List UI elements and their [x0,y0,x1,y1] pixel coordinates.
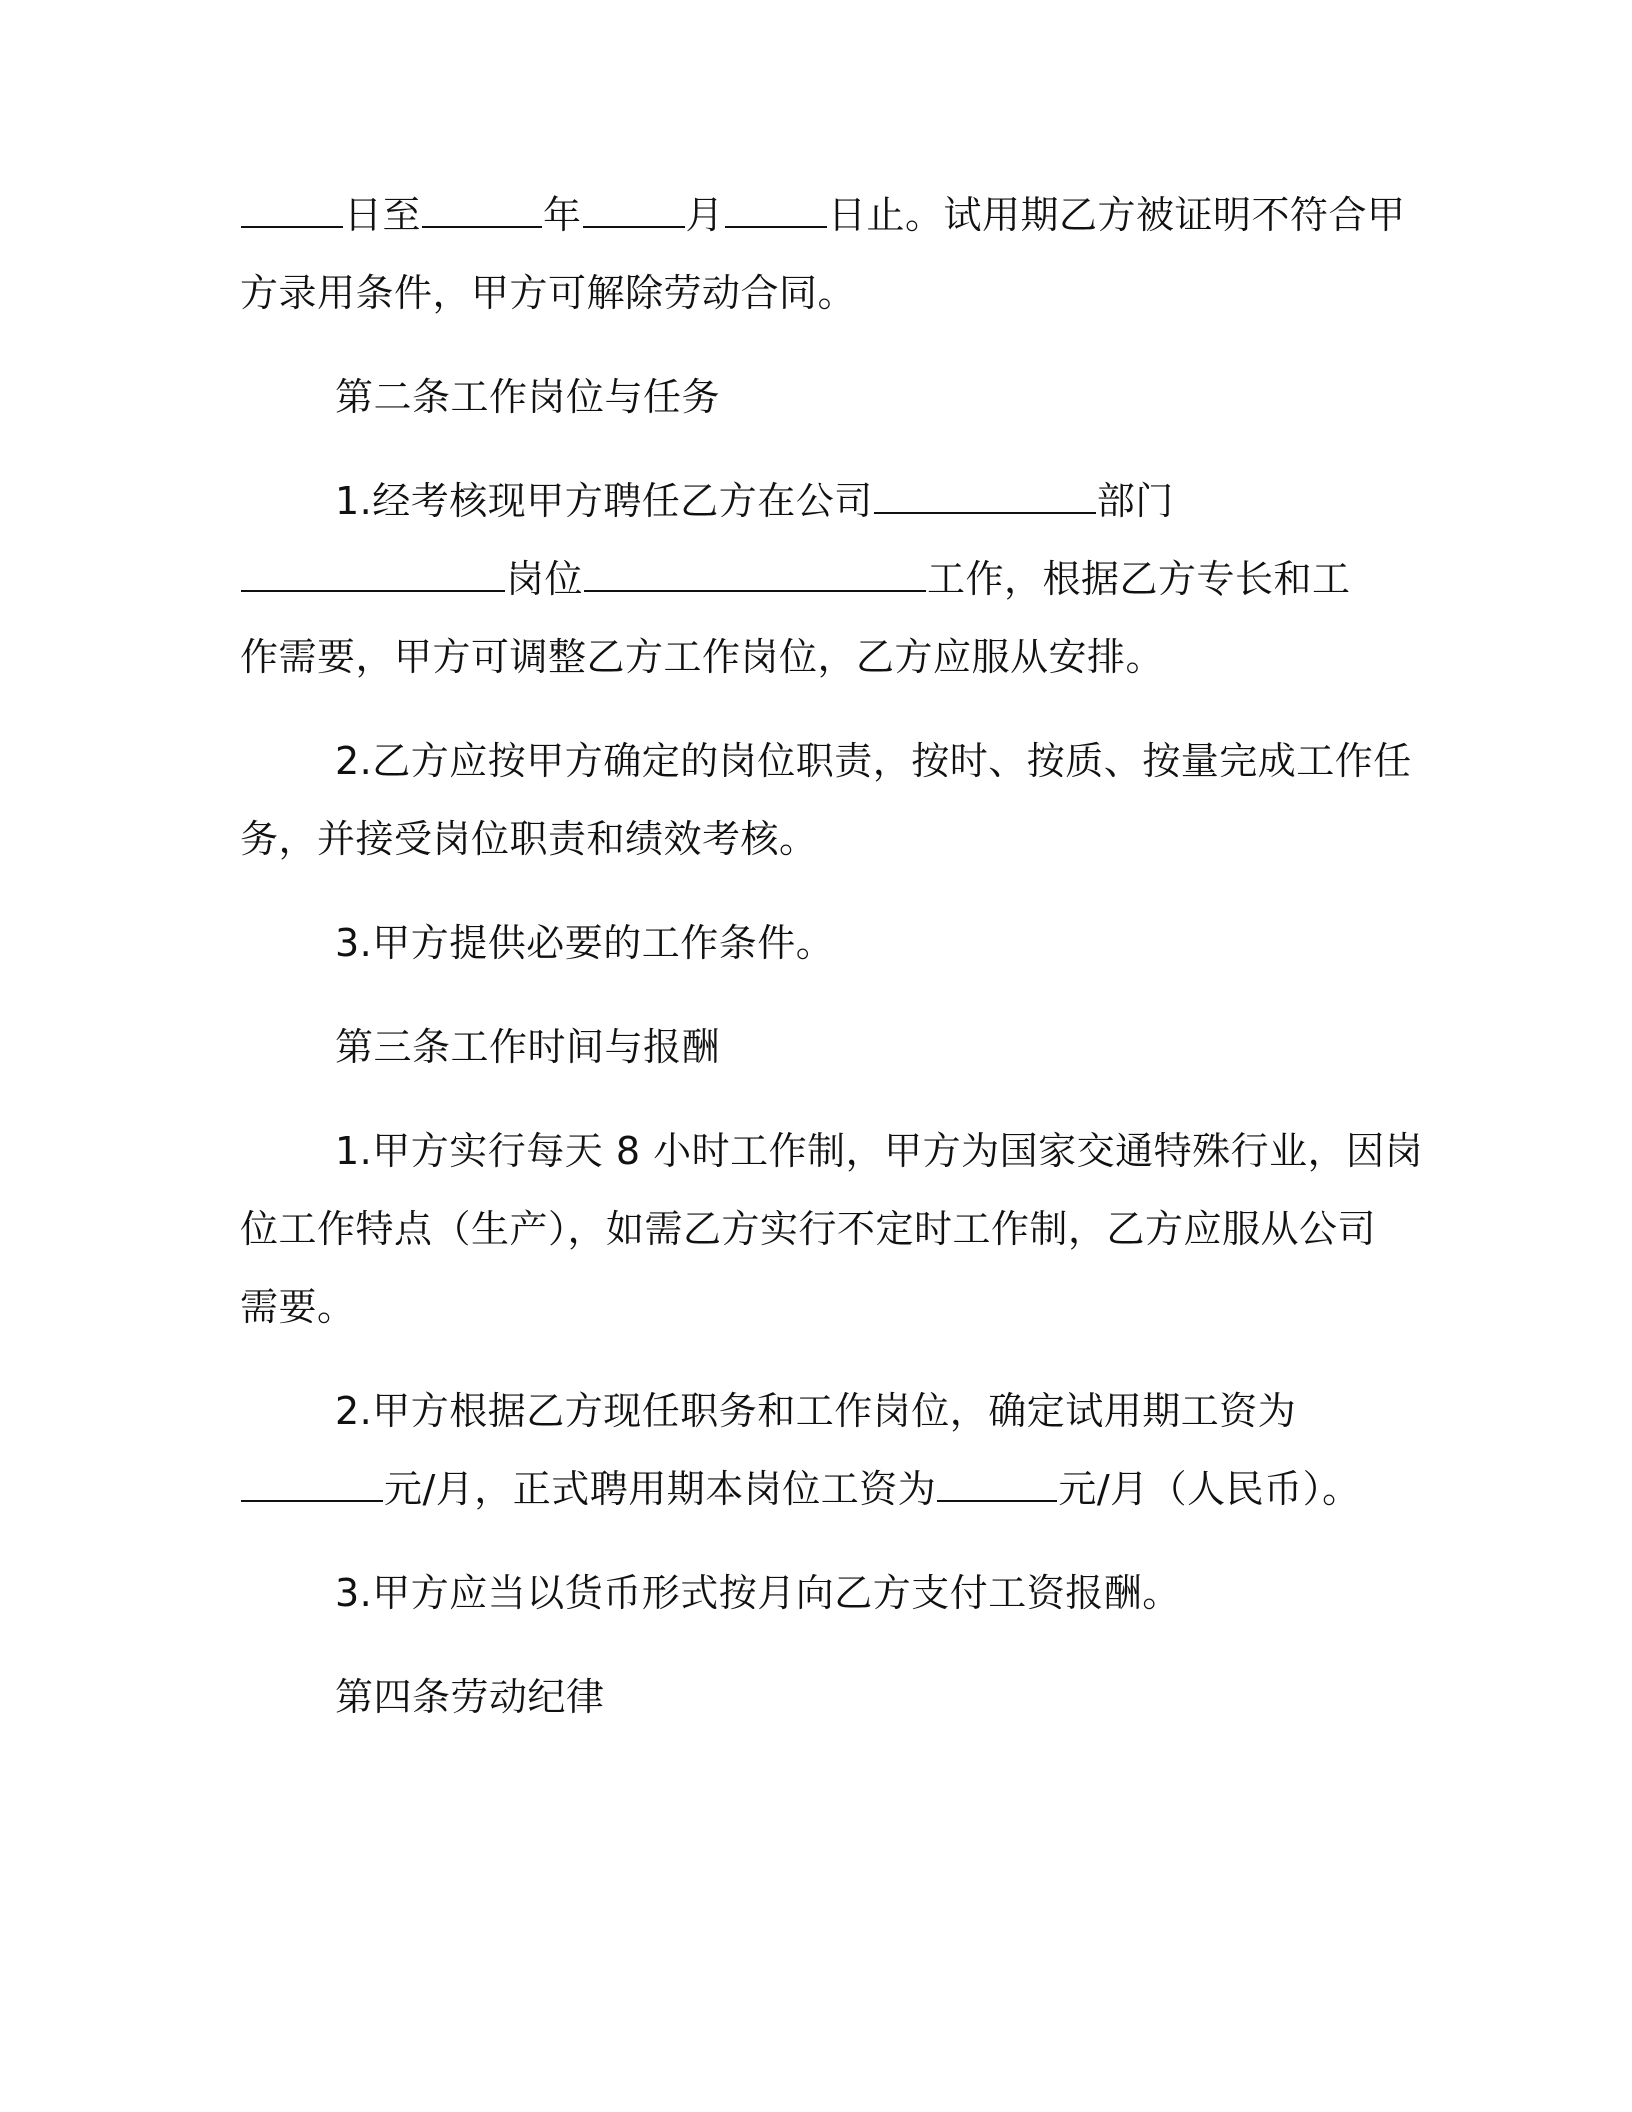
text-segment: 岗位 [506,557,584,601]
text-segment: 1.经考核现甲方聘任乙方在公司 [335,479,873,523]
text-line: 需要。 [240,1285,356,1329]
text-line: 方录用条件，甲方可解除劳动合同。 [240,271,857,315]
fill-in-blank [937,1464,1057,1502]
fill-in-blank [583,190,685,228]
text-line: 2.乙方应按甲方确定的岗位职责，按时、按质、按量完成工作任 [335,739,1412,783]
text-line [240,1464,1361,1514]
fill-in-blank [241,1464,383,1502]
text-line [240,190,1406,240]
fill-in-blank [725,190,827,228]
section-heading: 第二条工作岗位与任务 [335,375,721,419]
text-segment: 月 [685,193,725,237]
text-line [240,554,1351,604]
fill-in-blank [241,190,343,228]
text-line [335,476,1174,526]
text-line: 位工作特点（生产），如需乙方实行不定时工作制，乙方应服从公司 [240,1207,1377,1251]
section-heading: 第三条工作时间与报酬 [335,1025,721,1069]
text-line: 3.甲方提供必要的工作条件。 [335,921,835,965]
fill-in-blank [584,554,926,592]
text-line: 作需要，甲方可调整乙方工作岗位，乙方应服从安排。 [240,635,1165,679]
text-segment: 日止。试用期乙方被证明不符合甲 [828,193,1406,237]
fill-in-blank [241,554,505,592]
text-segment: 日至 [344,193,422,237]
text-segment: 年 [543,193,582,237]
text-line: 1.甲方实行每天 8 小时工作制，甲方为国家交通特殊行业，因岗 [335,1129,1424,1173]
text-segment: 工作，根据乙方专长和工 [927,557,1351,601]
text-line: 2.甲方根据乙方现任职务和工作岗位，确定试用期工资为 [335,1389,1297,1433]
fill-in-blank [874,476,1096,514]
fill-in-blank [422,190,542,228]
text-segment: 元/月（人民币）。 [1058,1467,1361,1511]
text-line: 3.甲方应当以货币形式按月向乙方支付工资报酬。 [335,1571,1181,1615]
text-segment: 部门 [1096,479,1174,523]
section-heading: 第四条劳动纪律 [335,1675,605,1719]
text-segment: 元/月，正式聘用期本岗位工资为 [384,1467,937,1511]
text-line: 务，并接受岗位职责和绩效考核。 [240,817,818,861]
